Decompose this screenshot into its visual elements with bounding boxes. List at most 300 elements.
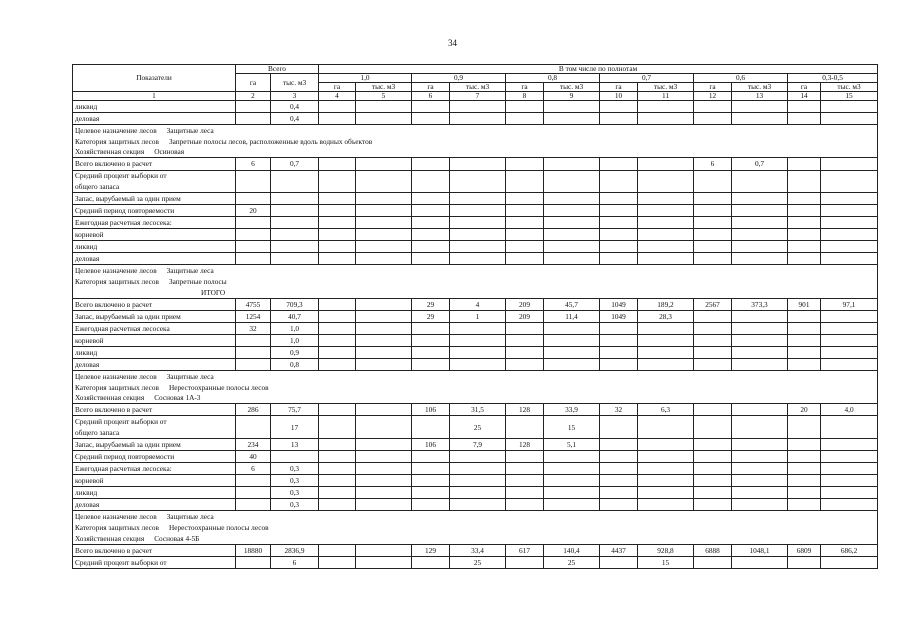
table-cell — [600, 487, 638, 499]
header-unit-ha: га — [506, 83, 544, 92]
section-value: Осиновая — [154, 147, 185, 157]
table-cell — [319, 475, 356, 487]
table-cell — [788, 217, 821, 229]
table-cell: 5,1 — [544, 439, 600, 451]
table-cell — [319, 439, 356, 451]
section-header-row — [73, 522, 878, 533]
table-cell — [732, 170, 788, 193]
table-cell — [356, 217, 412, 229]
section-total-label: ИТОГО — [201, 287, 226, 297]
table-cell — [236, 217, 271, 229]
table-cell — [544, 241, 600, 253]
table-cell: 0,9 — [271, 346, 319, 358]
table-cell — [638, 439, 694, 451]
column-number: 6 — [412, 92, 450, 101]
header-indicators: Показатели — [73, 65, 236, 92]
table-cell — [356, 463, 412, 475]
section-line — [73, 511, 878, 522]
column-number: 10 — [600, 92, 638, 101]
table-cell — [319, 416, 356, 439]
section-line — [73, 265, 878, 276]
table-cell — [600, 113, 638, 125]
table-cell: 15 — [544, 416, 600, 439]
table-cell — [821, 170, 878, 193]
table-cell — [638, 451, 694, 463]
table-cell — [732, 451, 788, 463]
table-cell: 1049 — [600, 310, 638, 322]
table-cell — [319, 544, 356, 556]
row-label-cont: общего запаса — [73, 427, 236, 438]
table-cell — [600, 556, 638, 568]
table-cell — [412, 451, 450, 463]
table-cell — [600, 229, 638, 241]
header-unit-ha: га — [412, 83, 450, 92]
table-cell — [450, 358, 506, 370]
table-cell — [544, 358, 600, 370]
table-cell: 106 — [412, 439, 450, 451]
table-cell: 7,9 — [450, 439, 506, 451]
table-cell — [600, 416, 638, 439]
section-header-row — [73, 276, 878, 287]
table-cell — [319, 217, 356, 229]
table-cell: 4755 — [236, 298, 271, 310]
section-key: Хозяйственная секция — [75, 147, 145, 157]
table-cell — [600, 101, 638, 113]
section-key: Хозяйственная секция — [75, 393, 145, 403]
table-row — [73, 322, 878, 334]
table-row — [73, 334, 878, 346]
column-number: 5 — [356, 92, 412, 101]
table-cell: 2836,9 — [271, 544, 319, 556]
table-cell — [732, 463, 788, 475]
table-cell — [694, 451, 732, 463]
section-header-row — [73, 382, 878, 393]
table-cell — [694, 322, 732, 334]
header-unit-volume: тыс. м3 — [356, 83, 412, 92]
table-cell — [412, 170, 450, 193]
table-cell: 32 — [600, 404, 638, 416]
table-cell: 6 — [694, 158, 732, 170]
row-label: корневой — [73, 334, 236, 346]
section-value: Сосновая 1А-3 — [154, 393, 201, 403]
table-row — [73, 229, 878, 241]
table-cell — [236, 253, 271, 265]
section-line — [73, 382, 878, 393]
table-cell — [319, 205, 356, 217]
table-cell: 32 — [236, 322, 271, 334]
table-cell — [732, 193, 788, 205]
table-cell — [821, 193, 878, 205]
table-cell: 0,3 — [271, 499, 319, 511]
table-cell — [694, 475, 732, 487]
table-cell — [694, 487, 732, 499]
table-cell: 0,3 — [271, 487, 319, 499]
table-cell — [732, 556, 788, 568]
table-cell — [821, 113, 878, 125]
table-body — [73, 101, 878, 569]
table-cell — [319, 334, 356, 346]
table-cell — [356, 310, 412, 322]
table-cell — [600, 170, 638, 193]
page-number: 34 — [448, 38, 457, 48]
table-cell — [412, 193, 450, 205]
table-header — [73, 65, 878, 101]
table-cell: 25 — [544, 556, 600, 568]
table-cell — [412, 416, 450, 439]
table-cell — [236, 241, 271, 253]
table-cell — [732, 416, 788, 439]
table-cell — [821, 241, 878, 253]
table-cell — [732, 346, 788, 358]
column-number: 9 — [544, 92, 600, 101]
table-cell — [600, 334, 638, 346]
table-cell — [694, 101, 732, 113]
table-cell — [412, 241, 450, 253]
table-row — [73, 101, 878, 113]
table-cell — [788, 499, 821, 511]
table-cell — [236, 334, 271, 346]
table-cell — [412, 205, 450, 217]
table-cell — [544, 322, 600, 334]
section-line — [73, 393, 878, 404]
table-cell — [694, 416, 732, 439]
table-cell — [450, 217, 506, 229]
section-key: Целевое назначение лесов — [75, 512, 157, 522]
table-row — [73, 253, 878, 265]
table-cell — [788, 346, 821, 358]
table-cell — [788, 241, 821, 253]
table-cell — [694, 358, 732, 370]
table-cell — [694, 253, 732, 265]
table-cell — [732, 487, 788, 499]
table-cell — [356, 487, 412, 499]
table-cell — [544, 217, 600, 229]
header-unit-volume: тыс. м3 — [450, 83, 506, 92]
table-cell — [694, 404, 732, 416]
table-cell — [732, 358, 788, 370]
table-cell: 686,2 — [821, 544, 878, 556]
table-cell: 901 — [788, 298, 821, 310]
table-cell — [732, 101, 788, 113]
section-header-row — [73, 136, 878, 147]
table-cell — [732, 217, 788, 229]
row-label: Средний процент выборки от — [73, 170, 236, 181]
table-cell: 18880 — [236, 544, 271, 556]
table-cell — [732, 310, 788, 322]
section-line — [73, 287, 878, 298]
table-cell — [506, 556, 544, 568]
table-cell — [412, 158, 450, 170]
table-cell — [236, 556, 271, 568]
table-cell — [600, 499, 638, 511]
table-cell — [319, 101, 356, 113]
table-cell — [638, 416, 694, 439]
table-cell: 75,7 — [271, 404, 319, 416]
section-value: Запретные полосы — [168, 276, 227, 286]
table-cell — [694, 346, 732, 358]
table-cell — [788, 322, 821, 334]
table-cell — [450, 346, 506, 358]
table-cell — [600, 439, 638, 451]
table-row — [73, 499, 878, 511]
table-cell — [788, 170, 821, 193]
table-cell — [506, 346, 544, 358]
header-density: 1,0 — [319, 74, 412, 83]
table-cell — [544, 158, 600, 170]
table-cell — [506, 475, 544, 487]
table-cell: 6 — [271, 556, 319, 568]
column-number: 4 — [319, 92, 356, 101]
table-cell: 0,3 — [271, 475, 319, 487]
table-cell — [356, 475, 412, 487]
section-line — [73, 276, 878, 287]
table-cell — [732, 499, 788, 511]
table-row — [73, 416, 878, 427]
table-cell — [788, 451, 821, 463]
table-cell — [638, 322, 694, 334]
table-cell — [821, 451, 878, 463]
table-cell — [319, 487, 356, 499]
table-cell — [319, 253, 356, 265]
table-cell — [319, 193, 356, 205]
table-cell: 1254 — [236, 310, 271, 322]
table-row — [73, 544, 878, 556]
table-cell — [506, 229, 544, 241]
table-cell — [694, 499, 732, 511]
table-row — [73, 556, 878, 568]
section-value: Нерестоохранные полосы лесов — [168, 382, 269, 392]
table-cell — [450, 451, 506, 463]
table-cell — [544, 101, 600, 113]
table-cell — [412, 475, 450, 487]
table-cell — [821, 416, 878, 439]
table-cell — [638, 475, 694, 487]
section-line — [73, 522, 878, 533]
table-cell — [732, 475, 788, 487]
table-cell — [412, 463, 450, 475]
table-cell: 6809 — [788, 544, 821, 556]
section-header-row — [73, 147, 878, 158]
table-cell — [506, 193, 544, 205]
table-cell: 25 — [450, 416, 506, 439]
header-unit-volume: тыс. м3 — [821, 83, 878, 92]
table-cell — [356, 158, 412, 170]
column-number: 13 — [732, 92, 788, 101]
table-cell: 29 — [412, 310, 450, 322]
table-cell — [600, 322, 638, 334]
table-cell — [788, 556, 821, 568]
table-cell — [694, 556, 732, 568]
table-cell: 709,3 — [271, 298, 319, 310]
table-cell: 4437 — [600, 544, 638, 556]
section-header-row — [73, 511, 878, 522]
table-cell — [821, 229, 878, 241]
row-label: Ежегодная расчетная лесосека: — [73, 217, 236, 229]
table-cell: 13 — [271, 439, 319, 451]
row-label: корневой — [73, 229, 236, 241]
table-cell: 129 — [412, 544, 450, 556]
section-header-row — [73, 533, 878, 544]
table-cell — [356, 241, 412, 253]
table-cell — [412, 358, 450, 370]
table-cell — [600, 475, 638, 487]
row-label: Средний процент выборки от — [73, 416, 236, 427]
table-row — [73, 439, 878, 451]
table-cell — [694, 205, 732, 217]
table-cell — [600, 241, 638, 253]
column-number: 12 — [694, 92, 732, 101]
table-cell — [638, 334, 694, 346]
table-cell — [450, 113, 506, 125]
table-cell — [319, 463, 356, 475]
table-cell — [732, 322, 788, 334]
density-table-sheet — [72, 64, 861, 569]
section-header-row — [73, 393, 878, 404]
table-cell — [506, 487, 544, 499]
table-cell — [600, 451, 638, 463]
table-cell — [450, 205, 506, 217]
table-cell: 20 — [236, 205, 271, 217]
header-unit-ha: га — [600, 83, 638, 92]
row-label: Всего включено в расчет — [73, 404, 236, 416]
table-cell — [788, 158, 821, 170]
column-number: 11 — [638, 92, 694, 101]
table-row — [73, 475, 878, 487]
table-cell: 0,7 — [732, 158, 788, 170]
table-cell — [319, 170, 356, 193]
table-cell: 617 — [506, 544, 544, 556]
table-cell — [450, 499, 506, 511]
section-key: Категория защитных лесов — [75, 522, 159, 532]
header-density: 0,3-0,5 — [788, 74, 878, 83]
table-cell — [412, 253, 450, 265]
table-cell — [356, 451, 412, 463]
table-cell — [732, 205, 788, 217]
table-cell — [544, 205, 600, 217]
table-cell — [412, 487, 450, 499]
table-cell — [506, 463, 544, 475]
table-cell — [506, 451, 544, 463]
table-cell — [732, 241, 788, 253]
table-cell — [236, 358, 271, 370]
table-cell — [271, 217, 319, 229]
table-cell — [506, 334, 544, 346]
table-cell: 17 — [271, 416, 319, 439]
table-cell — [821, 334, 878, 346]
table-cell — [638, 193, 694, 205]
header-by-density: В том числе по полнотам — [319, 65, 878, 74]
table-cell: 6 — [236, 158, 271, 170]
header-unit-volume: тыс. м3 — [544, 83, 600, 92]
table-cell — [412, 556, 450, 568]
table-cell — [319, 404, 356, 416]
table-cell — [412, 334, 450, 346]
table-cell — [236, 499, 271, 511]
table-row — [73, 310, 878, 322]
row-label: деловая — [73, 253, 236, 265]
table-cell — [450, 475, 506, 487]
table-cell — [638, 113, 694, 125]
section-key: Целевое назначение лесов — [75, 125, 157, 135]
section-value: Защитные леса — [166, 512, 214, 522]
table-cell — [694, 229, 732, 241]
section-header-row — [73, 287, 878, 298]
table-cell — [506, 416, 544, 439]
table-cell — [356, 113, 412, 125]
table-cell: 209 — [506, 310, 544, 322]
header-unit-ha: га — [694, 83, 732, 92]
table-cell — [821, 463, 878, 475]
table-cell — [694, 463, 732, 475]
table-cell: 33,4 — [450, 544, 506, 556]
table-cell — [638, 217, 694, 229]
table-cell: 1 — [450, 310, 506, 322]
table-cell — [600, 193, 638, 205]
table-cell — [506, 241, 544, 253]
table-cell — [694, 241, 732, 253]
table-cell: 286 — [236, 404, 271, 416]
table-cell: 6 — [236, 463, 271, 475]
table-cell — [319, 298, 356, 310]
table-cell — [694, 439, 732, 451]
table-cell — [319, 310, 356, 322]
table-cell: 1049 — [600, 298, 638, 310]
row-label: деловая — [73, 499, 236, 511]
table-cell: 0,4 — [271, 113, 319, 125]
row-label: Средний период повторяемости — [73, 451, 236, 463]
table-row — [73, 358, 878, 370]
table-cell — [356, 499, 412, 511]
table-cell — [271, 205, 319, 217]
row-label: Средний период повторяемости — [73, 205, 236, 217]
table-cell: 29 — [412, 298, 450, 310]
table-cell: 928,8 — [638, 544, 694, 556]
table-cell — [356, 205, 412, 217]
table-cell — [271, 241, 319, 253]
table-cell — [356, 253, 412, 265]
table-cell: 45,7 — [544, 298, 600, 310]
table-cell: 6,3 — [638, 404, 694, 416]
table-cell — [821, 487, 878, 499]
table-row — [73, 241, 878, 253]
table-cell — [544, 229, 600, 241]
table-cell — [732, 334, 788, 346]
row-label: Ежегодная расчетная лесосека: — [73, 463, 236, 475]
row-label: ликвид — [73, 101, 236, 113]
table-cell — [600, 463, 638, 475]
table-cell — [506, 253, 544, 265]
section-key: Категория защитных лесов — [75, 136, 159, 146]
table-cell — [356, 229, 412, 241]
header-density: 0,8 — [506, 74, 600, 83]
table-cell — [821, 217, 878, 229]
section-header-row — [73, 265, 878, 276]
table-cell — [638, 358, 694, 370]
table-cell — [506, 499, 544, 511]
row-label: Всего включено в расчет — [73, 298, 236, 310]
table-cell — [412, 217, 450, 229]
table-cell: 106 — [412, 404, 450, 416]
table-cell — [694, 193, 732, 205]
table-cell — [732, 439, 788, 451]
table-cell — [506, 170, 544, 193]
table-cell — [319, 241, 356, 253]
table-cell — [821, 439, 878, 451]
table-cell — [236, 193, 271, 205]
table-cell — [732, 229, 788, 241]
table-cell: 0,8 — [271, 358, 319, 370]
table-cell — [788, 193, 821, 205]
